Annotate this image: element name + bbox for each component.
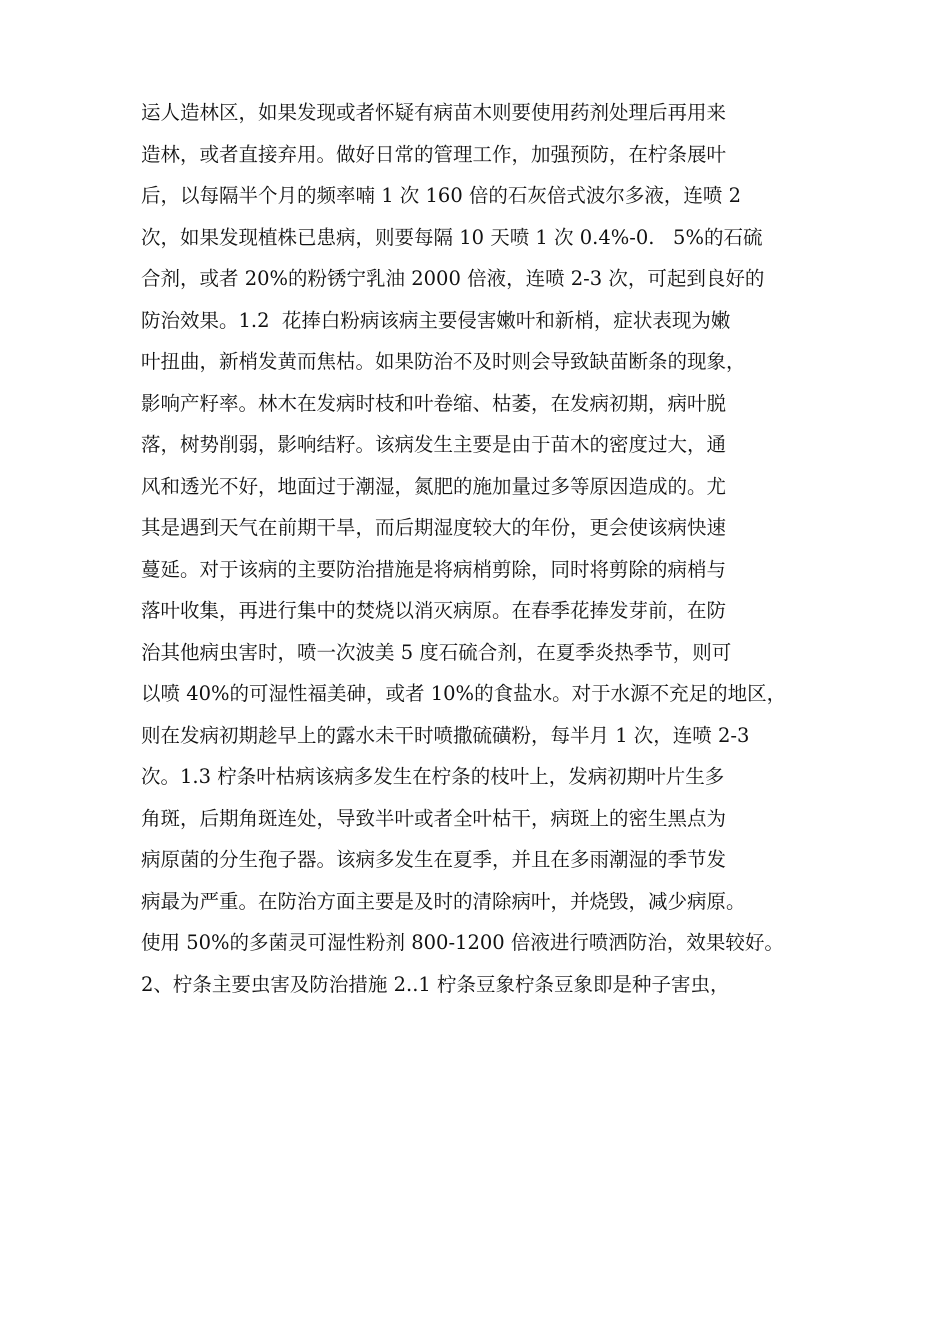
text-line-3: 后，以每隔半个月的频率喃 1 次 160 倍的石灰倍式波尔多液，连喷 2 [141,184,742,207]
text-line-18: 角斑，后期角斑连处，导致半叶或者全叶枯干，病斑上的密生黑点为 [141,806,727,830]
text-line-20: 病最为严重。在防治方面主要是及时的清除病叶，并烧毁，减少病原。 [141,889,746,913]
text-line-10: 风和透光不好，地面过于潮湿，氮肥的施加量过多等原因造成的。尤 [141,474,727,498]
text-line-12: 蔓延。对于该病的主要防治措施是将病梢剪除，同时将剪除的病梢与 [141,557,727,581]
text-line-6: 防治效果。1.2 花捧白粉病该病主要侵害嫩叶和新梢，症状表现为嫩 [141,308,731,332]
text-line-21: 使用 50%的多菌灵可湿性粉剂 800-1200 倍液进行喷洒防治，效果较好。 [141,931,784,954]
text-line-15: 以喷 40%的可湿性福美砷，或者 10%的食盐水。对于水源不充足的地区， [141,682,787,705]
text-line-7: 叶扭曲，新梢发黄而焦枯。如果防治不及时则会导致缺苗断条的现象， [141,350,746,373]
text-line-2: 造林，或者直接弃用。做好日常的管理工作，加强预防，在柠条展叶 [141,142,727,166]
text-line-19: 病原菌的分生孢子器。该病多发生在夏季，并且在多雨潮湿的季节发 [141,848,727,871]
text-line-14: 治其他病虫害时，喷一次波美 5 度石硫合剂，在夏季炎热季节，则可 [141,640,732,664]
text-line-16: 则在发病初期趁早上的露水未干时喷撒硫磺粉，每半月 1 次，连喷 2-3 [141,723,750,747]
text-line-5: 合剂，或者 20%的粉锈宁乳油 2000 倍液，连喷 2-3 次，可起到良好的 [141,267,765,290]
text-line-11: 其是遇到天气在前期干旱，而后期湿度较大的年份，更会使该病快速 [141,516,727,539]
text-line-4: 次，如果发现植株已患病，则要每隔 10 天喷 1 次 0.4%-0. 5%的石硫 [141,225,763,249]
text-line-17: 次。1.3 柠条叶枯病该病多发生在柠条的枝叶上，发病初期叶片生多 [141,765,725,788]
text-line-13: 落叶收集，再进行集中的焚烧以消灭病原。在春季花捧发芽前，在防 [141,599,727,622]
text-line-22: 2、柠条主要虫害及防治措施 2..1 柠条豆象柠条豆象即是种子害虫， [141,972,730,996]
text-line-1: 运人造林区，如果发现或者怀疑有病苗木则要使用药剂处理后再用来 [141,101,727,124]
text-line-9: 落，树势削弱，影响结籽。该病发生主要是由于苗木的密度过大，通 [141,433,727,456]
text-line-8: 影响产籽率。林木在发病时枝和叶卷缩、枯萎，在发病初期，病叶脱 [141,391,727,415]
body-text [141,92,831,1005]
